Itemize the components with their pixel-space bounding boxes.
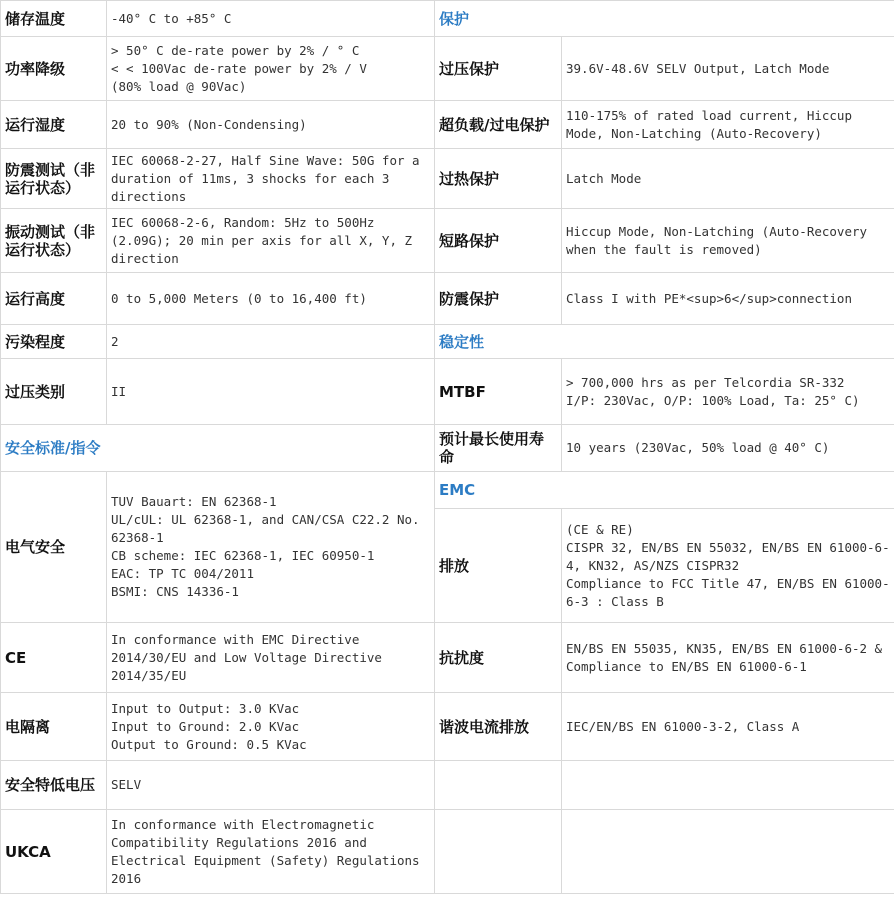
empty-cell — [562, 761, 894, 810]
overvoltage-category-value: II — [107, 359, 435, 425]
table-row — [1, 37, 894, 101]
emc-section-title: EMC — [435, 472, 894, 509]
safety-section-title: 安全标准/指令 — [1, 425, 435, 472]
ovp-value: 39.6V-48.6V SELV Output, Latch Mode — [562, 37, 894, 101]
table-row — [1, 209, 894, 273]
shock-protection-label: 防震保护 — [435, 273, 562, 325]
storage-temp-label: 储存温度 — [1, 1, 107, 37]
otp-value: Latch Mode — [562, 149, 894, 209]
immunity-value: EN/BS EN 55035, KN35, EN/BS EN 61000-6-2 & Compliance to EN/BS EN 61000-6-1 — [562, 623, 894, 693]
emissions-value: (CE & RE) CISPR 32, EN/BS EN 55032, EN/BS EN 61000-6-4, KN32, AS/NZS CISPR32 Compliance to FCC Title 47, EN/BS EN 61000-6-3 : Class B — [562, 509, 894, 623]
electrical-safety-label: 电气安全 — [1, 472, 107, 623]
overvoltage-category-label: 过压类别 — [1, 359, 107, 425]
stability-section-title: 稳定性 — [435, 325, 894, 359]
ukca-label: UKCA — [1, 810, 107, 894]
shock-test-label: 防震测试（非运行状态） — [1, 149, 107, 209]
mtbf-value: > 700,000 hrs as per Telcordia SR-332 I/P: 230Vac, O/P: 100% Load, Ta: 25° C) — [562, 359, 894, 425]
table-row — [1, 1, 894, 37]
table-row — [1, 810, 894, 894]
lifetime-value: 10 years (230Vac, 50% load @ 40° C) — [562, 425, 894, 472]
altitude-value: 0 to 5,000 Meters (0 to 16,400 ft) — [107, 273, 435, 325]
shock-test-value: IEC 60068-2-27, Half Sine Wave: 50G for a duration of 11ms, 3 shocks for each 3 directions — [107, 149, 435, 209]
table-row — [1, 101, 894, 149]
lifetime-label: 预计最长使用寿命 — [435, 425, 562, 472]
ukca-value: In conformance with Electromagnetic Compatibility Regulations 2016 and Electrical Equipment (Safety) Regulations 2016 — [107, 810, 435, 894]
isolation-label: 电隔离 — [1, 693, 107, 761]
harmonics-value: IEC/EN/BS EN 61000-3-2, Class A — [562, 693, 894, 761]
table-row — [1, 425, 894, 472]
emissions-label: 排放 — [435, 509, 562, 623]
ocp-label: 超负载/过电保护 — [435, 101, 562, 149]
protection-section-title: 保护 — [435, 1, 894, 37]
table-row — [1, 325, 894, 359]
table-row — [1, 761, 894, 810]
empty-cell — [435, 810, 562, 894]
immunity-label: 抗扰度 — [435, 623, 562, 693]
table-row — [1, 472, 894, 509]
scp-value: Hiccup Mode, Non-Latching (Auto-Recovery when the fault is removed) — [562, 209, 894, 273]
table-row — [1, 359, 894, 425]
table-row — [1, 693, 894, 761]
isolation-value: Input to Output: 3.0 KVac Input to Ground: 2.0 KVac Output to Ground: 0.5 KVac — [107, 693, 435, 761]
table-row — [1, 273, 894, 325]
table-row — [1, 623, 894, 693]
humidity-label: 运行湿度 — [1, 101, 107, 149]
derating-value: > 50° C de-rate power by 2% / ° C < < 100Vac de-rate power by 2% / V (80% load @ 90Vac) — [107, 37, 435, 101]
empty-cell — [435, 761, 562, 810]
vibration-test-value: IEC 60068-2-6, Random: 5Hz to 500Hz (2.09G); 20 min per axis for all X, Y, Z direction — [107, 209, 435, 273]
derating-label: 功率降级 — [1, 37, 107, 101]
storage-temp-value: -40° C to +85° C — [107, 1, 435, 37]
humidity-value: 20 to 90% (Non-Condensing) — [107, 101, 435, 149]
ovp-label: 过压保护 — [435, 37, 562, 101]
harmonics-label: 谐波电流排放 — [435, 693, 562, 761]
ocp-value: 110-175% of rated load current, Hiccup Mode, Non-Latching (Auto-Recovery) — [562, 101, 894, 149]
ce-value: In conformance with EMC Directive 2014/30/EU and Low Voltage Directive 2014/35/EU — [107, 623, 435, 693]
altitude-label: 运行高度 — [1, 273, 107, 325]
otp-label: 过热保护 — [435, 149, 562, 209]
scp-label: 短路保护 — [435, 209, 562, 273]
selv-value: SELV — [107, 761, 435, 810]
vibration-test-label: 振动测试（非运行状态） — [1, 209, 107, 273]
pollution-label: 污染程度 — [1, 325, 107, 359]
mtbf-label: MTBF — [435, 359, 562, 425]
selv-label: 安全特低电压 — [1, 761, 107, 810]
table-row — [1, 149, 894, 209]
empty-cell — [562, 810, 894, 894]
shock-protection-value: Class I with PE*<sup>6</sup>connection — [562, 273, 894, 325]
ce-label: CE — [1, 623, 107, 693]
electrical-safety-value: TUV Bauart: EN 62368-1 UL/cUL: UL 62368-1, and CAN/CSA C22.2 No. 62368-1 CB scheme: IEC 62368-1, IEC 60950-1 EAC: TP TC 004/2011 BSMI: CNS 14336-1 — [107, 472, 435, 623]
pollution-value: 2 — [107, 325, 435, 359]
